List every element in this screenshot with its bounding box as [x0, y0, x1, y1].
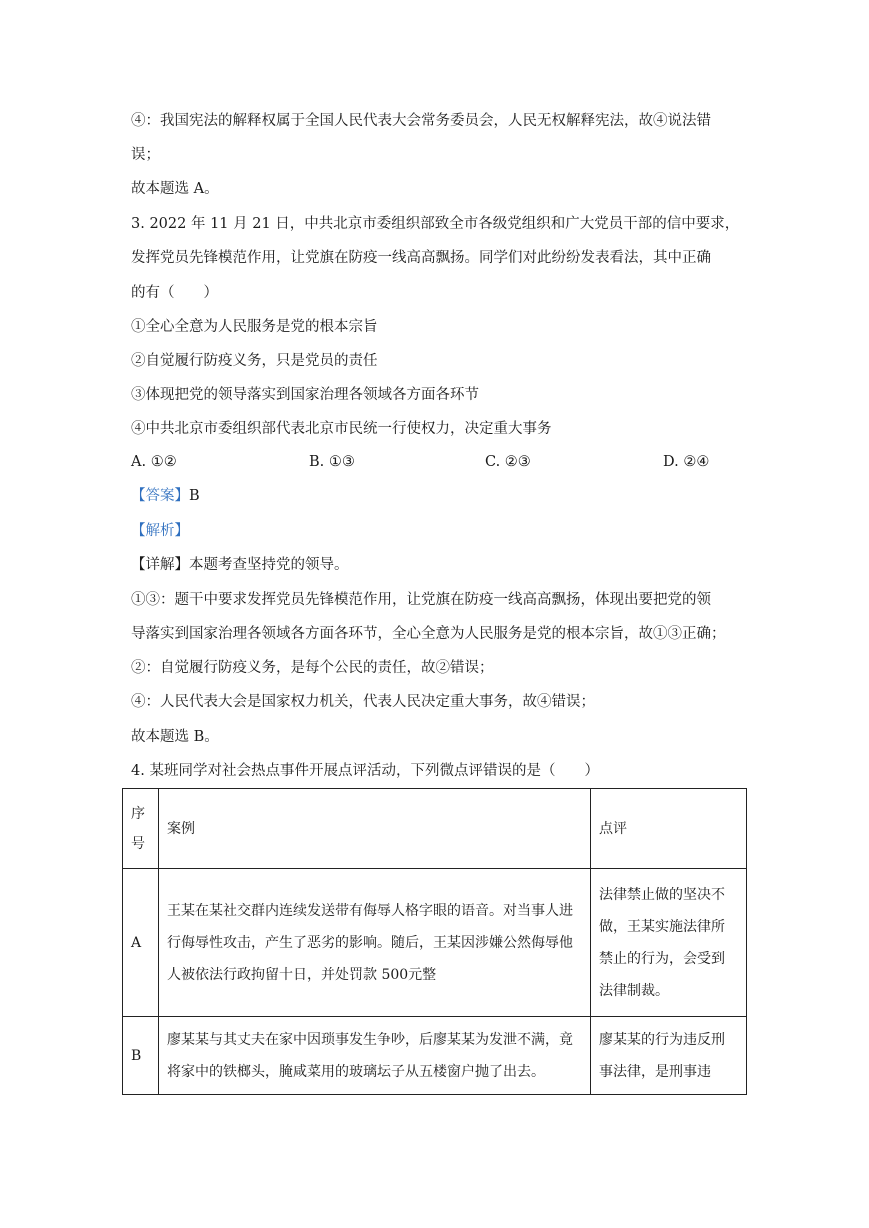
question-3-line-3: 的有（ ） — [131, 285, 218, 301]
analysis-tag: 【解析】 — [131, 523, 189, 539]
option-b: B. ①③ — [309, 454, 355, 470]
question-4-stem: 4. 某班同学对社会热点事件开展点评活动，下列微点评错误的是（ ） — [131, 763, 599, 779]
statement-3: ③体现把党的领导落实到国家治理各领域各方面各环节 — [131, 387, 479, 403]
explanation-line-1: ①③：题干中要求发挥党员先锋模范作用，让党旗在防疫一线高高飘扬，体现出要把党的领 — [131, 592, 711, 608]
explanation-line-2: 导落实到国家治理各领域各方面各环节，全心全意为人民服务是党的根本宗旨，故①③正确； — [131, 626, 726, 642]
explanation-line-3: ②：自觉履行防疫义务，是每个公民的责任，故②错误； — [131, 660, 494, 676]
detail-line — [131, 555, 349, 575]
option-d: D. ②④ — [663, 454, 710, 470]
answer-line — [131, 486, 200, 506]
question-3-line-2: 发挥党员先锋模范作用，让党旗在防疫一线高高飘扬。同学们对此纷纷发表看法，其中正确 — [131, 250, 711, 266]
table-row — [123, 1017, 747, 1095]
statement-4: ④中共北京市委组织部代表北京市民统一行使权力，决定重大事务 — [131, 421, 552, 437]
answer-value: B — [189, 488, 200, 504]
answer-options — [131, 452, 751, 472]
header-comment: 点评 — [591, 789, 747, 869]
line-1: ④：我国宪法的解释权属于全国人民代表大会常务委员会，人民无权解释宪法，故④说法错 — [131, 113, 711, 129]
row-a-comment: 法律禁止做的坚决不做，王某实施法律所禁止的行为，会受到法律制裁。 — [591, 869, 747, 1017]
statement-2: ②自觉履行防疫义务，只是党员的责任 — [131, 353, 378, 369]
case-table — [122, 788, 747, 1095]
question-3-line-1: 3. 2022 年 11 月 21 日，中共北京市委组织部致全市各级党组织和广大党员干部的信中要求， — [131, 216, 740, 232]
row-b-index: B — [123, 1017, 159, 1095]
detail-text: 本题考查坚持党的领导。 — [189, 557, 349, 573]
row-b-comment: 廖某某的行为违反刑事法律，是刑事违 — [591, 1017, 747, 1095]
row-a-index: A — [123, 869, 159, 1017]
row-b-case: 廖某某与其丈夫在家中因琐事发生争吵，后廖某某为发泄不满，竟将家中的铁榔头，腌咸菜用的玻璃坛子从五楼窗户抛了出去。 — [159, 1017, 591, 1095]
answer-tag: 【答案】 — [131, 488, 189, 504]
row-a-case: 王某在某社交群内连续发送带有侮辱人格字眼的语音。对当事人进行侮辱性攻击，产生了恶劣的影响。随后，王某因涉嫌公然侮辱他人被依法行政拘留十日，并处罚款 500元整 — [159, 869, 591, 1017]
option-c: C. ②③ — [485, 454, 531, 470]
header-index: 序号 — [123, 789, 159, 869]
explanation-line-4: ④：人民代表大会是国家权力机关，代表人民决定重大事务，故④错误； — [131, 694, 595, 710]
statement-1: ①全心全意为人民服务是党的根本宗旨 — [131, 319, 378, 335]
table-header-row — [123, 789, 747, 869]
explanation-line-5: 故本题选 B。 — [131, 729, 219, 745]
line-2: 误； — [131, 147, 160, 163]
detail-tag: 【详解】 — [131, 557, 189, 573]
line-3: 故本题选 A。 — [131, 181, 219, 197]
header-case: 案例 — [159, 789, 591, 869]
table-row — [123, 869, 747, 1017]
option-a: A. ①② — [131, 454, 177, 470]
